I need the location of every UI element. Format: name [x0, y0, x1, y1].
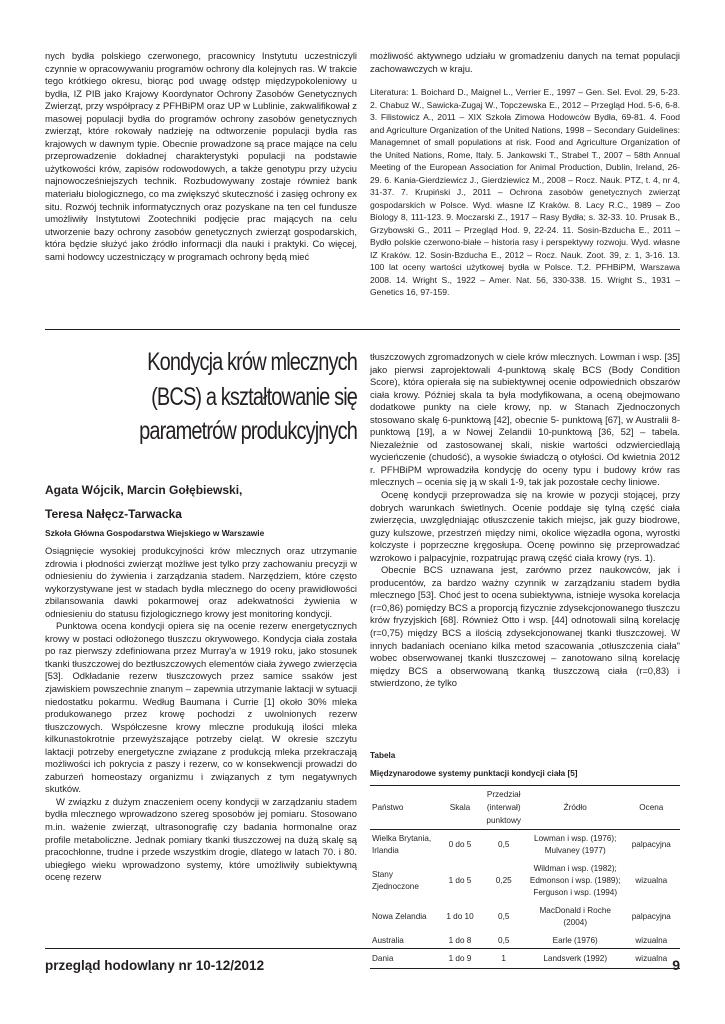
table-cell: Wildman i wsp. (1982); Edmonson i wsp. (1989); Ferguson i wsp. (1994) [529, 864, 621, 897]
table-cell: Nowa Zelandia [372, 912, 427, 921]
section-divider [45, 329, 680, 330]
table-label: Tabela [370, 751, 396, 760]
previous-article-left-column [45, 50, 357, 263]
table-cell: palpacyjna [631, 912, 671, 921]
authors-line: Teresa Nałęcz-Tarwacka [45, 507, 182, 521]
journal-name: przegląd hodowlany nr 10-12/2012 [45, 958, 265, 973]
table-header-row [370, 786, 680, 830]
previous-article-closing-paragraph: możliwość aktywnego udziału w gromadzeniu danych na temat populacji zachowawczych w kraju. [370, 50, 680, 74]
table-cell: Australia [372, 936, 404, 945]
bcs-systems-table [370, 785, 680, 969]
table-cell: Earle (1976) [552, 936, 598, 945]
references-list: Literatura: 1. Boichard D., Maignel L., Verrier E., 1997 – Gen. Sel. Evol. 29, 5-23. 2. Chabuz W., Sawicka-Zugaj W., Topczewska E., 2012 – Przegląd Hod. 5-6, 6-8. 3. Filistowicz A., 2011 – XIX Szkoła Zimowa Hodowców Bydła, 69-81. 4. Food and Agriculture Organization of the United Nations, 1998 – Secondary Guidelines: Managemnet of small populations at risk. Food and Agriculture Organization of the United Nations, Rome, Italy. 5. Jankowski T., Strabel T., 2007 – 58th Annual Meeting of the European Association for Animal Production, Dublin, Ireland, 26-29. 6. Kania-Gierdziewicz J., Gierdziewicz M., 2008 – Rocz. Nauk. PTZ, t. 4, nr 4, 31-37. 7. Krupiński J., 2011 – Ochrona zasobów genetycznych zwierząt gospodarskich w Polsce. Wyd. własne IZ Kraków. 8. Lacy R.C., 1989 – Zoo Biology 8, 111-123. 9. Moczarski Z., 1917 – Rasy Bydła; s. 32-33. 10. Prusak B., Grzybowski G., 2011 – Przegląd Hod. 9, 22-24. 11. Sosin-Bzducha E., 2011 – Bydło polskie czerwono-białe – historia rasy i perspektywy rozwoju. Wyd. własne IZ Kraków. 12. Sosin-Bzducha E., 2012 – Rocz. Nauk. Zoot. 39, z. 1, 3-16. 13. 100 lat oceny wartości użytkowej bydła w Polsce. T.2. PFHBiPM, Warszawa 2008. 14. Wright S., 1922 – Amer. Nat. 56, 330-338. 15. Wright S., 1931 – Genetics 16, 97-159. [370, 87, 680, 298]
bcs-table-block [370, 748, 680, 969]
table-header-cell: Przedział (interwał) punktowy [480, 786, 528, 830]
table-cell: Landsverk (1992) [528, 950, 623, 969]
table-cell: 0,25 [495, 876, 512, 885]
article-left-column [45, 545, 357, 884]
article-paragraph: Obecnie BCS uznawana jest, zarówno przez naukowców, jak i producentów, za bardzo ważny czynnik w zarządzaniu stadem bydła mlecznego [53]. Choć jest to ocena subiektywna, istnieje wysoka korelacja (r=0,86) pomiędzy BCS a proporcją fizycznie zdysekcjonowanego tłuszczu krów fryzyjskich [68]. Również Otto i wsp. [44] odnotowali silną korelację (r=0,75) między BCS a ilością zdysekcjonowanej tkanki tłuszczowej. W innych badaniach oceniano kilka metod szacowania „otłuszczenia ciała" wobec obserwowanej tkanki tłuszczowej – zanotowano silną korelację między BCS a obserwowaną tkanką tłuszczową ciała (r=0,83) i stwierdzono, że tylko [370, 564, 680, 689]
table-row [370, 830, 680, 861]
table-cell: 1 do 10 [446, 912, 474, 921]
table-header-cell: Państwo [370, 786, 440, 830]
footer-divider [45, 948, 680, 949]
table-cell: 0,5 [498, 912, 510, 921]
article-authors [45, 478, 357, 526]
table-cell: Dania [370, 950, 440, 969]
authors-line: Agata Wójcik, Marcin Gołębiewski, [45, 483, 243, 497]
article-right-column [370, 351, 680, 690]
table-cell: 1 do 8 [448, 936, 472, 945]
article-title: Kondycja krów mlecznych (BCS) a kształtowanie się parametrów produkcyjnych [139, 348, 357, 445]
previous-article-paragraph: nych bydła polskiego czerwonego, pracownicy Instytutu uczestniczyli czynnie w opracowywaniu programów ochrony dla kolejnych ras. W trakcie tego krótkiego okresu, biorąc pod uwagę odstęp międzypokoleniowy u bydła, IZ PIB jako Krajowy Koordynator Ochrony Zasobów Genetycznych Zwierząt, przy współpracy z PFHBiPM oraz UP w Lublinie, zakwalifikował z masowej populacji bydła do programów ochrony zasobów genetycznych zwierząt, które rokowały nadzieję na odtworzenie populacji bydła ras krajowych w dawnym typie. Obecnie prowadzone są prace mające na celu przeprowadzenie dokładnej charakterystyki populacji na podstawie użytkowości krów, zapisów rodowodowych, a także genotypu przy użyciu najnowocześniejszych technik. Rozbudowywany zostaje również bank materiału biologicznego, co ma zwiększyć skuteczność i zasięg ochrony ex situ. Rozwój technik informatycznych oraz pozyskane na ten cel fundusze umożliwiły Instytutowi Zootechniki podjęcie prac mających na celu utworzenie bazy ochrony zasobów genetycznych zwierząt gospodarskich, która będzie służyć jako źródło informacji dla nauki i praktyki. Co więcej, sami hodowcy uczestniczący w programach ochrony będą mieć [45, 50, 357, 262]
article-paragraph: tłuszczowych zgromadzonych w ciele krów mlecznych. Lowman i wsp. [35] jako pierwsi zaprojektowali 4-punktową skalę BCS (Body Condition Score), która opierała się na subiektywnej ocenie odpowiednich obszarów ciała krowy. Później skala ta była modyfikowana, a oceną obejmowano dodatkowe punkty na ciele krowy, np. w Stanach Zjednoczonych stosowano skalę 6-punktową [42], obecnie 5- punktową [67], w Australii 8-punktową [19], a w Nowej Zelandii 10-punktową [36, 52] – tabela. Niezależnie od zastosowanej skali, niskie wartości odzwierciedlają wycieńczenie (chudość), a wysokie świadczą o otyłości. Od kwietnia 2012 r. PFHBiPM wprowadziła kondycję do oceny typu i budowy krów ras mlecznych – ocenia się ją w skali 1-9, tak jak pozostałe cechy liniowe. [370, 351, 681, 488]
table-row [370, 860, 680, 902]
table-header-cell: Źródło [528, 786, 623, 830]
table-cell: MacDonald i Roche (2004) [539, 906, 611, 927]
table-cell: Wielka Brytania, Irlandia [372, 834, 432, 855]
table-cell: wizualna [623, 950, 680, 969]
article-paragraph: W związku z dużym znaczeniem oceny kondycji w zarządzaniu stadem bydła mlecznego wprowadzono szereg sposobów jej pomiaru. Stosowano m.in. ważenie zwierząt, ultrasonografię czy badania hormonalne oraz profile metaboliczne. Jednak pomiary tkanki tłuszczowej na dużą skalę są pracochłonne, trudne i przede wszystkim drogie, dlatego w latach 70. i 80. ubiegłego wieku wprowadzono systemy, które umożliwiły subiektywną ocenę rezerw [45, 795, 357, 883]
article-paragraph: Ocenę kondycji przeprowadza się na krowie w pozycji stojącej, przy dobrych warunkach świetlnych. Ocenie poddaje się tylną część ciała zwierzęcia, uwzględniając otłuszczenie takich miejsc, jak guzy biodrowe, guzy kulszowe, przestrzeń między nimi, okolice więzadła ogona, wyrostki kolczyste i poprzeczne kręgosłupa. Ocenę powinno się przeprowadzać wzrokowo i palpacyjnie, rozpatrując prawą część ciała krowy (rys. 1). [370, 489, 680, 563]
table-row [370, 950, 680, 969]
author-affiliation: Szkoła Główna Gospodarstwa Wiejskiego w Warszawie [45, 528, 265, 538]
table-header-cell: Skala [440, 786, 479, 830]
table-cell: wizualna [635, 876, 668, 885]
article-paragraph: Osiągnięcie wysokiej produkcyjności krów mlecznych oraz utrzymanie zdrowia i płodności zwierząt możliwe jest tylko przy zachowaniu precyzji w odniesieniu do żywienia i zarządzania stadem. Narzędziem, które często wykorzystywane jest w stadach bydła mlecznego do oceny prawidłowości zbilansowania dawki pokarmowej oraz adekwatności żywienia w odniesieniu do statusu fizjologicznego krowy jest monitoring kondycji. [45, 545, 357, 619]
table-cell: Stany Zjednoczone [372, 870, 419, 891]
table-cell: Lowman i wsp. (1976); Mulvaney (1977) [534, 834, 617, 855]
table-header-cell: Ocena [623, 786, 680, 830]
table-cell: palpacyjna [631, 840, 671, 849]
table-row [370, 902, 680, 932]
table-cell: 0,5 [498, 840, 510, 849]
previous-article-right-column [370, 50, 680, 299]
table-cell: 0,5 [498, 936, 510, 945]
table-cell: 1 do 5 [448, 876, 472, 885]
page-number: 9 [672, 957, 680, 973]
article-paragraph: Punktowa ocena kondycji opiera się na ocenie rezerw energetycznych krowy w postaci odłożonego tłuszczu okrywowego. Kondycja ciała została po raz pierwszy zdefiniowana przez Murray'a w 1919 roku, jako stosunek tkanki tłuszczowej do beztłuszczowych elementów ciała żywego zwierzęcia [53]. Odkładanie rezerw tłuszczowych przez samice ssaków jest zjawiskiem powszechnie znanym – zapewnia utrzymanie laktacji w sytuacji niedostatku pokarmu. Według Baumana i Currie [1] około 30% mleka produkowanego przez krowę pochodzi z uwolnionych rezerw tłuszczowych. Współczesne krowy mleczne produkują ilości mleka kilkunastokrotnie przewyższające potrzeby cieląt. W okresie szczytu laktacji potrzeby energetyczne związane z produkcją mleka przekraczają możliwości ich pokrycia z paszy i rezerw, co w konsekwencji prowadzi do zaburzeń homeostazy organizmu i związanych z tym negatywnych skutków. [45, 620, 357, 795]
table-cell: wizualna [635, 936, 668, 945]
table-cell: 1 [480, 950, 528, 969]
table-cell: 1 do 9 [440, 950, 479, 969]
table-cell: 0 do 5 [448, 840, 472, 849]
table-caption: Międzynarodowe systemy punktacji kondycji ciała [5] [370, 769, 578, 778]
